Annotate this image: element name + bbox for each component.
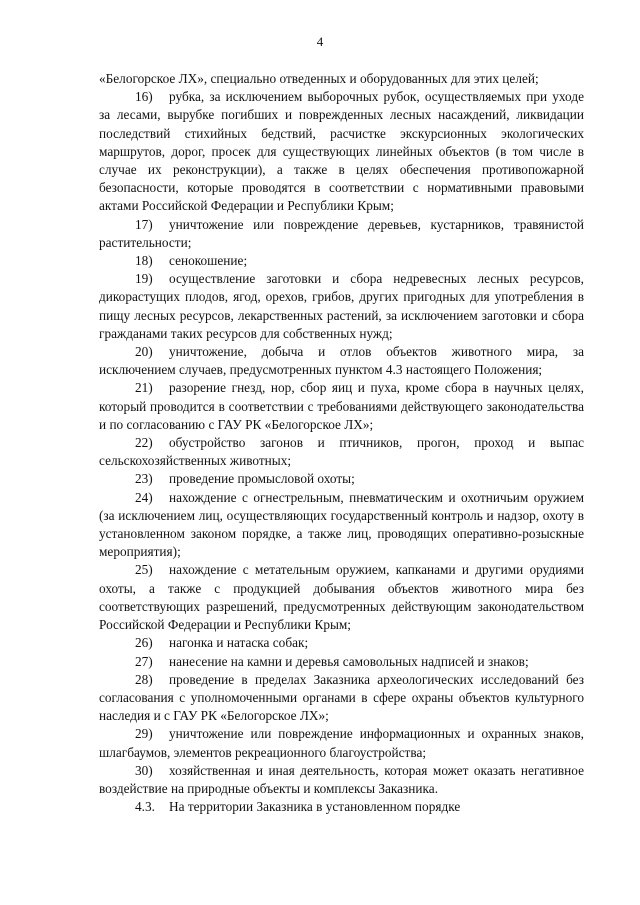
item-text: уничтожение или повреждение информационных и охранных знаков, шлагбаумов, элементов рекреационного благоустройства;	[99, 726, 584, 760]
page-number: 4	[316, 34, 324, 49]
item-number: 29)	[135, 726, 153, 742]
item-number: 30)	[135, 762, 153, 778]
item-text: проведение промысловой охоты;	[169, 471, 355, 487]
item-number: 16)	[135, 89, 153, 105]
list-item	[99, 671, 584, 726]
list-item	[99, 434, 584, 470]
list-item	[99, 470, 584, 488]
section-paragraph	[99, 798, 584, 816]
item-number: 19)	[135, 271, 153, 287]
item-number: 21)	[135, 380, 153, 396]
item-text: осуществление заготовки и сбора недревесных лесных ресурсов, дикорастущих плодов, ягод, орехов, грибов, других пригодных для употребления в пищу лесных ресурсов, лекарственных растений, за исключением заготовки и сбора гражданами таких ресурсов для собственных нужд;	[99, 271, 584, 341]
item-number: 27)	[135, 653, 153, 669]
list-item	[99, 489, 584, 562]
item-text: уничтожение, добыча и отлов объектов животного мира, за исключением случаев, предусмотренных пунктом 4.3 настоящего Положения;	[99, 344, 584, 378]
item-number: 18)	[135, 253, 153, 269]
section-number: 4.3.	[135, 799, 155, 815]
item-number: 20)	[135, 344, 153, 360]
paragraph-text: «Белогорское ЛХ», специально отведенных и оборудованных для этих целей;	[99, 71, 539, 86]
item-text: проведение в пределах Заказника археологических исследований без согласования с уполномоченными органами в сфере охраны объектов культурного наследия и с ГАУ РК «Белогорское ЛХ»;	[99, 671, 584, 724]
item-number: 26)	[135, 635, 153, 651]
list-item	[99, 343, 584, 379]
item-text: нахождение с огнестрельным, пневматическим и охотничьим оружием (за исключением лиц, осуществляющих государственный контроль и надзор, охоту в установленном законом порядке, а также лиц, проводящих оперативно-розыскные мероприятия);	[99, 489, 584, 560]
list-item	[99, 762, 584, 798]
item-text: разорение гнезд, нор, сбор яиц и пуха, кроме сбора в научных целях, который проводится в соответствии с требованиями действующего законодательства и по согласованию с ГАУ РК «Белогорское ЛХ»;	[99, 380, 584, 432]
document-body	[99, 70, 584, 816]
item-number: 22)	[135, 435, 153, 451]
item-text: нахождение с метательным оружием, капканами и другими орудиями охоты, а также с продукцией добывания объектов животного мира без соответствующих разрешений, предусмотренных действующим законодательством Российской Федерации и Республики Крым;	[99, 562, 584, 633]
list-item	[99, 270, 584, 343]
list-item	[99, 88, 584, 215]
item-number: 17)	[135, 216, 153, 232]
section-text: На территории Заказника в установленном порядке	[169, 799, 461, 815]
item-number: 24)	[135, 489, 153, 505]
list-item	[99, 653, 584, 671]
item-number: 28)	[135, 671, 153, 687]
item-text: нанесение на камни и деревья самовольных надписей и знаков;	[169, 653, 529, 669]
list-item	[99, 725, 584, 761]
item-text: сенокошение;	[169, 253, 248, 269]
list-item	[99, 379, 584, 434]
item-number: 23)	[135, 471, 153, 487]
item-number: 25)	[135, 562, 153, 578]
item-text: хозяйственная и иная деятельность, которая может оказать негативное воздействие на природные объекты и комплексы Заказника.	[99, 762, 584, 796]
item-text: обустройство загонов и птичников, прогон, проход и выпас сельскохозяйственных животных;	[99, 435, 584, 469]
list-item	[99, 252, 584, 270]
item-text: уничтожение или повреждение деревьев, кустарников, травянистой растительности;	[99, 216, 584, 250]
list-item	[99, 216, 584, 252]
list-item	[99, 634, 584, 652]
paragraph	[99, 70, 584, 88]
item-text: нагонка и натаска собак;	[169, 635, 309, 651]
list-item	[99, 561, 584, 634]
item-text: рубка, за исключением выборочных рубок, осуществляемых при уходе за лесами, вырубке погибших и поврежденных лесных насаждений, ликвидации последствий стихийных бедствий, расчистке экскурсионных экологических маршрутов, дорог, просек для существующих линейных объектов (в том числе в случае их реконструкции), а также в целях обеспечения противопожарной безопасности, которые проводятся в соответствии с нормативными правовыми актами Российской Федерации и Республики Крым;	[99, 89, 584, 214]
